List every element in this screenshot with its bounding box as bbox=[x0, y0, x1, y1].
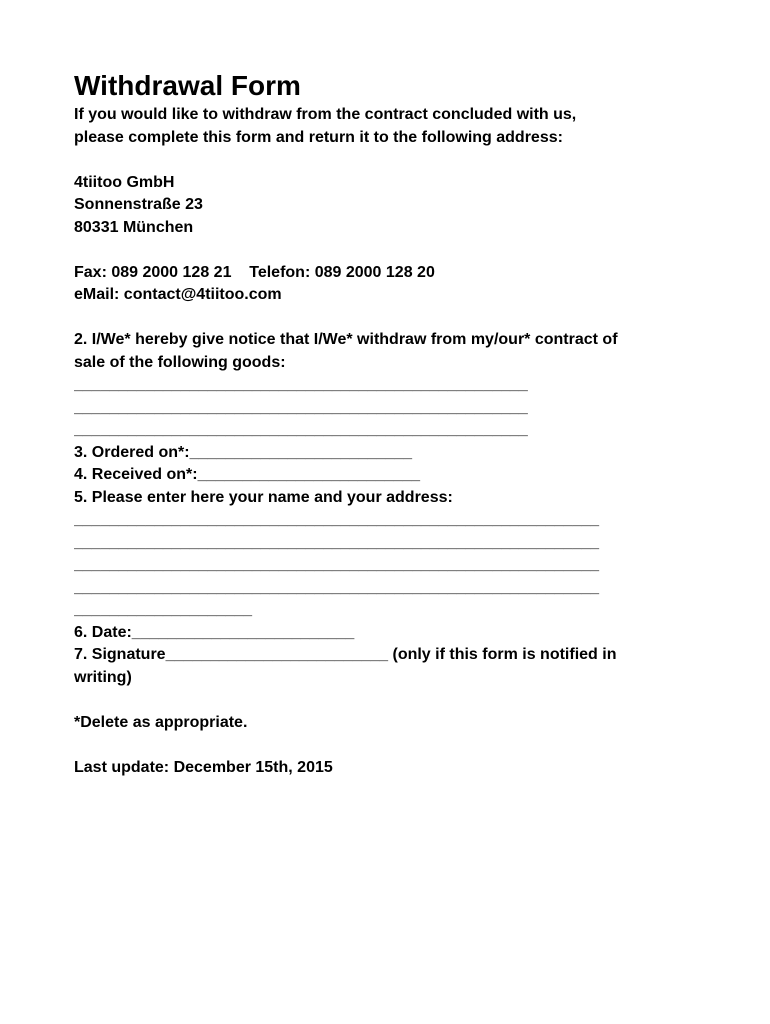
page-title: Withdrawal Form bbox=[74, 70, 301, 101]
name-address-blank-5[interactable]: ____________________ bbox=[74, 601, 252, 618]
signature-field[interactable]: 7. Signature_________________________ (only if this form is notified in bbox=[74, 646, 617, 663]
goods-notice-line-1: 2. I/We* hereby give notice that I/We* withdraw from my/our* contract of bbox=[74, 331, 618, 348]
spacer bbox=[74, 689, 694, 712]
spacer bbox=[74, 149, 694, 172]
name-address-blank-4[interactable]: ___________________________________________________________ bbox=[74, 578, 600, 596]
address-company: 4tiitoo GmbH bbox=[74, 173, 175, 191]
date-field[interactable]: 6. Date:_________________________ bbox=[74, 623, 355, 641]
footnote: *Delete as appropriate. bbox=[74, 713, 248, 731]
name-address-blank-2[interactable]: ___________________________________________________________ bbox=[74, 533, 600, 551]
name-address-blank-1[interactable]: ___________________________________________________________ bbox=[74, 511, 600, 528]
address-city: 80331 München bbox=[74, 218, 194, 236]
contact-email: eMail: contact@4tiitoo.com bbox=[74, 286, 282, 303]
name-address-blank-3[interactable]: ___________________________________________________________ bbox=[74, 556, 600, 573]
goods-blank-line-1[interactable]: ___________________________________________________ bbox=[74, 376, 528, 393]
spacer bbox=[74, 734, 694, 757]
last-update: Last update: December 15th, 2015 bbox=[74, 758, 333, 776]
goods-blank-line-2[interactable]: ___________________________________________________ bbox=[74, 398, 528, 416]
name-address-label: 5. Please enter here your name and your address: bbox=[74, 488, 453, 506]
intro-line-1: If you would like to withdraw from the contract concluded with us, bbox=[74, 106, 577, 123]
spacer bbox=[74, 239, 694, 262]
ordered-on-field[interactable]: 3. Ordered on*:_________________________ bbox=[74, 443, 413, 461]
goods-notice-line-2: sale of the following goods: bbox=[74, 353, 286, 371]
address-street: Sonnenstraße 23 bbox=[74, 196, 203, 213]
contact-fax-telefon: Fax: 089 2000 128 21 Telefon: 089 2000 128 20 bbox=[74, 263, 435, 281]
signature-note: writing) bbox=[74, 668, 132, 686]
received-on-field[interactable]: 4. Received on*:_________________________ bbox=[74, 466, 421, 483]
intro-line-2: please complete this form and return it to the following address: bbox=[74, 128, 563, 146]
withdrawal-form-document bbox=[74, 68, 694, 779]
spacer bbox=[74, 307, 694, 330]
goods-blank-line-3[interactable]: ___________________________________________________ bbox=[74, 421, 528, 438]
